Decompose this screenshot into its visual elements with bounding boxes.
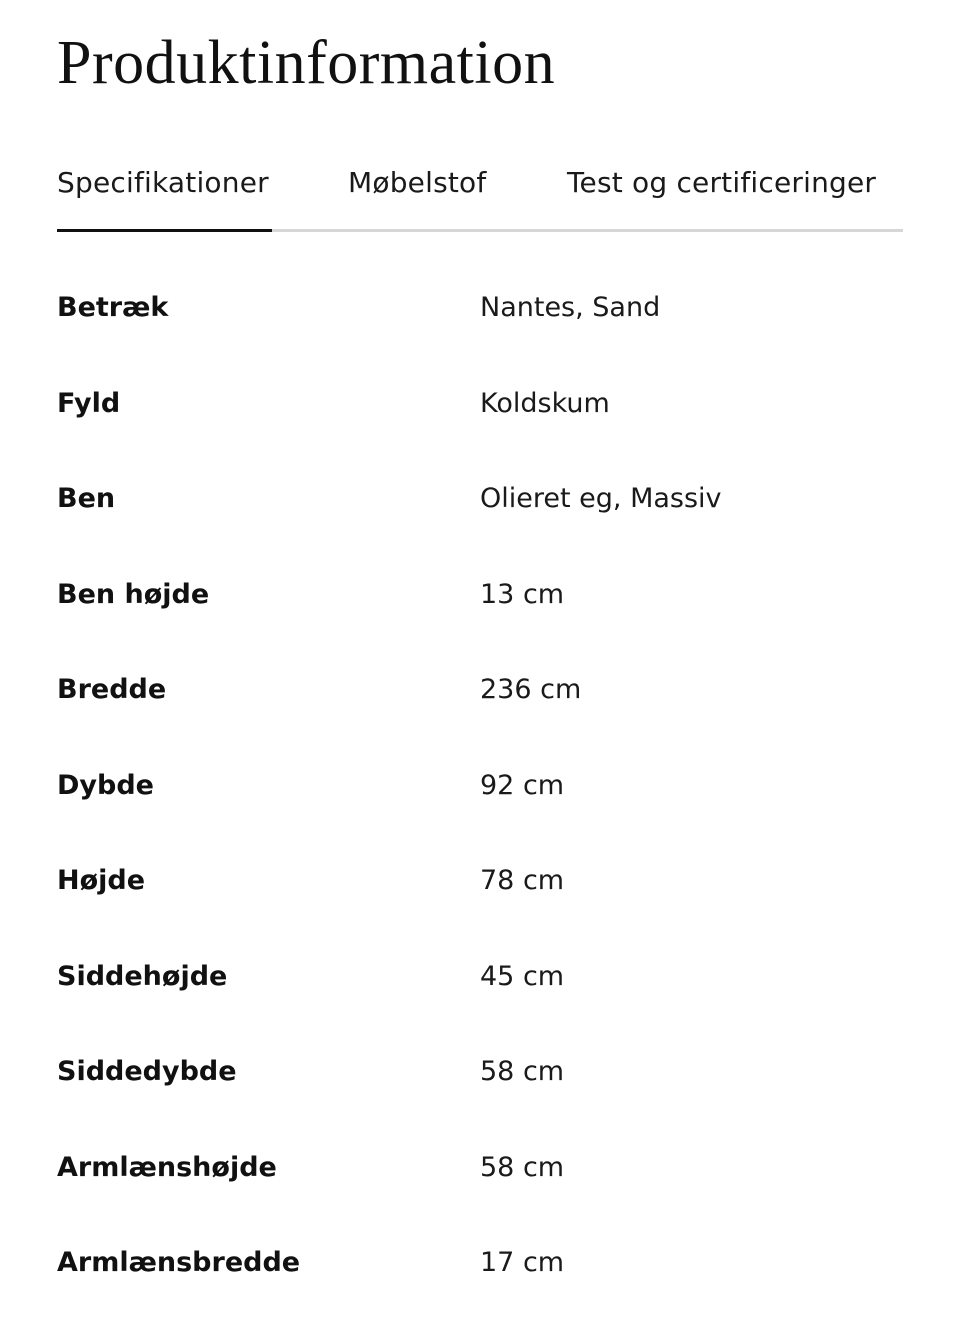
spec-value: 45 cm xyxy=(480,960,565,992)
spec-value: 13 cm xyxy=(480,578,565,610)
spec-row-ben xyxy=(57,451,903,547)
spec-label: Fyld xyxy=(57,387,121,419)
page-title: Produktinformation xyxy=(57,29,556,97)
spec-row-armlaenshojde xyxy=(57,1120,903,1216)
spec-label: Siddehøjde xyxy=(57,960,228,992)
tab-specifikationer[interactable]: Specifikationer xyxy=(57,166,269,199)
spec-row-siddedybde xyxy=(57,1024,903,1120)
spec-row-dybde xyxy=(57,738,903,834)
spec-row-hojde xyxy=(57,833,903,929)
spec-row-siddehojde xyxy=(57,929,903,1025)
spec-value: 58 cm xyxy=(480,1056,565,1087)
tab-bar xyxy=(57,150,903,232)
spec-label: Bredde xyxy=(57,674,167,705)
spec-row-bredde xyxy=(57,642,903,738)
tab-test-og-certificeringer[interactable]: Test og certificeringer xyxy=(567,166,877,199)
spec-value: 236 cm xyxy=(480,674,582,705)
spec-value: 17 cm xyxy=(480,1247,565,1278)
spec-row-armlaensbredde xyxy=(57,1215,903,1311)
spec-value: Koldskum xyxy=(480,387,610,419)
spec-label: Siddedybde xyxy=(57,1056,237,1087)
active-tab-indicator xyxy=(57,229,272,232)
spec-label: Dybde xyxy=(57,769,154,801)
specification-list xyxy=(57,260,903,1311)
spec-row-fyld xyxy=(57,356,903,452)
spec-label: Højde xyxy=(57,865,146,896)
spec-label: Ben xyxy=(57,483,116,514)
spec-value: 92 cm xyxy=(480,769,565,801)
spec-label: Betræk xyxy=(57,292,169,323)
tab-mobelstof[interactable]: Møbelstof xyxy=(348,166,487,199)
spec-value: Olieret eg, Massiv xyxy=(480,483,722,514)
spec-row-betraek xyxy=(57,260,903,356)
spec-label: Ben højde xyxy=(57,578,210,610)
spec-label: Armlænshøjde xyxy=(57,1151,277,1183)
spec-row-ben-hojde xyxy=(57,547,903,643)
spec-value: 58 cm xyxy=(480,1151,565,1183)
spec-value: Nantes, Sand xyxy=(480,292,661,323)
spec-value: 78 cm xyxy=(480,865,565,896)
spec-label: Armlænsbredde xyxy=(57,1247,301,1278)
